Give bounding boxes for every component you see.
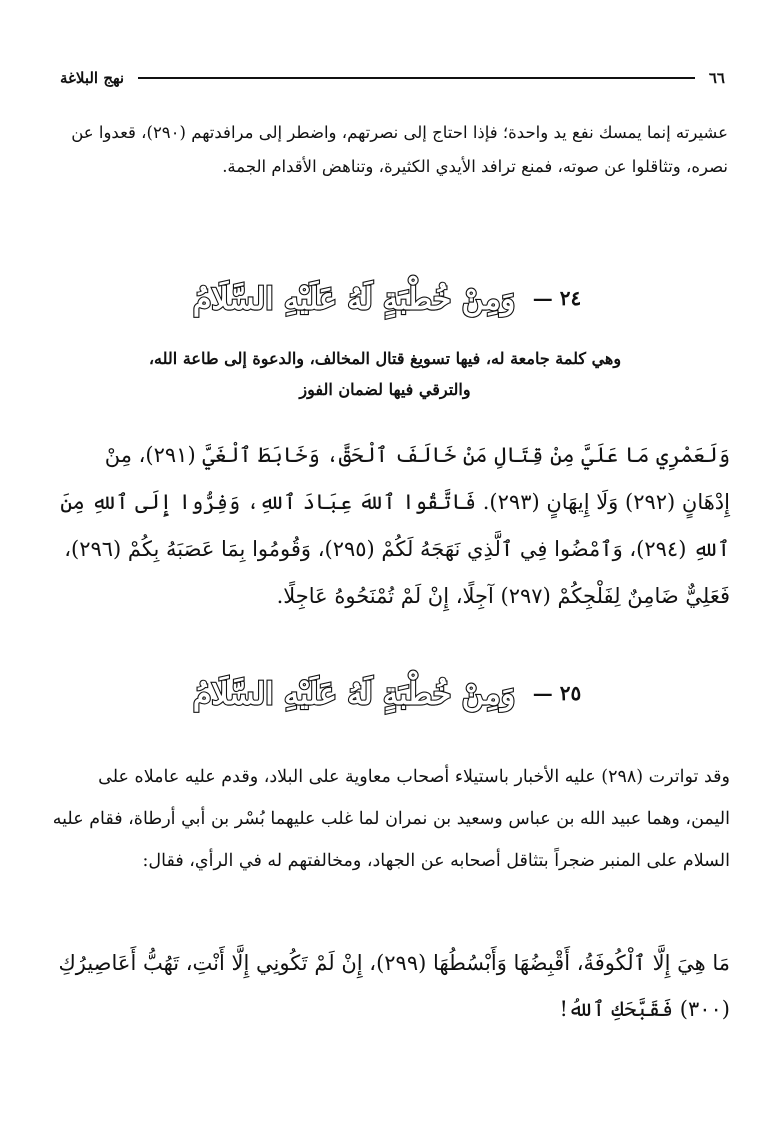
sermon-25-title-text: وَمِنْ خُطْبَةٍ لَهُ عَلَيْهِ السَّلَامُ	[192, 677, 515, 712]
running-header	[60, 66, 725, 90]
sermon-24-calligraphy-title	[189, 263, 519, 333]
sermon-24-title-text: وَمِنْ خُطْبَةٍ لَهُ عَلَيْهِ السَّلَامُ	[192, 282, 515, 317]
sermon-24-number: ٢٤ —	[532, 286, 582, 310]
sermon-24-heading	[150, 260, 620, 336]
sermon-24-text: وَلَعَمْرِي مَا عَلَيَّ مِنْ قِتَالِ مَنْ خَالَفَ ٱلْحَقَّ، وَخَابَطَ ٱلْغَيَّ (٢٩١)، مِنْ إِدْهَانٍ (٢٩٢) وَلَا إِيهَانٍ (٢٩٣). فَاتَّقُوا ٱللهَ عِبَادَ ٱللهِ، وَفِرُّوا إِلَى ٱللهِ مِنَ ٱللهِ (٢٩٤)، وَٱمْضُوا فِي ٱلَّذِي نَهَجَهُ لَكُمْ (٢٩٥)، وَقُومُوا بِمَا عَصَبَهُ بِكُمْ (٢٩٦)، فَعَلِيٌّ ضَامِنٌ لِفَلْجِكُمْ (٢٩٧) آجِلًا، إِنْ لَمْ تُمْنَحُوهُ عَاجِلًا.	[60, 443, 730, 608]
sermon-25-calligraphy-title	[189, 658, 519, 728]
book-title: نهج البلاغة	[60, 69, 125, 87]
sermon-24-subtitle-line-1: وهي كلمة جامعة له، فيها تسويغ قتال المخالف، والدعوة إلى طاعة الله،	[148, 349, 622, 368]
intro-paragraph: عشيرته إنما يمسك نفع يد واحدة؛ فإذا احتاج إلى نصرتهم، واضطر إلى مرافدتهم (٢٩٠)، قعدوا عن نصره، وتثاقلوا عن صوته، فمنع ترافد الأيدي الكثيرة، وتناهض الأقدام الجمة.	[71, 123, 728, 176]
header-rule	[138, 77, 695, 79]
sermon-25-speech: مَا هِيَ إِلَّا ٱلْكُوفَةُ، أَقْبِضُهَا وَأَبْسُطُهَا (٢٩٩)، إِنْ لَمْ تَكُونِي إِلَّا أَنْتِ، تَهُبُّ أَعَاصِيرُكِ (٣٠٠) فَقَبَّحَكِ ٱللهُ!	[58, 951, 730, 1021]
sermon-25-number: ٢٥ —	[532, 681, 582, 705]
sermon-25-context: وقد تواترت (٢٩٨) عليه الأخبار باستيلاء أصحاب معاوية على البلاد، وقدم عليه عاملاه على اليمن، وهما عبيد الله بن عباس وسعيد بن نمران لما غلب عليهما بُسْر بن أبي أرطاة، فقام عليه السلام على المنبر ضجراً بتثاقل أصحابه عن الجهاد، ومخالفتهم له في الرأي، فقال:	[52, 767, 730, 871]
sermon-24-subtitle-line-2: والترقي فيها لضمان الفوز	[299, 380, 471, 399]
sermon-25-heading	[150, 655, 620, 731]
page-number: ٦٦	[708, 69, 725, 87]
